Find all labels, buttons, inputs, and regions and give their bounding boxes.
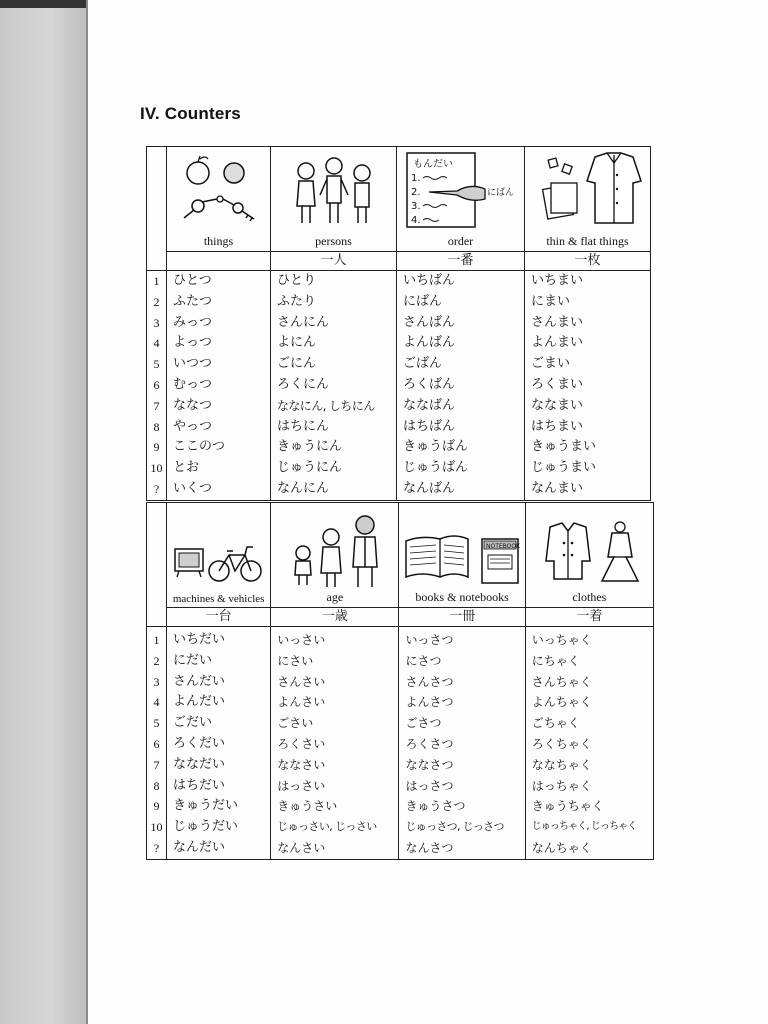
apples-and-keys-icon bbox=[174, 151, 264, 231]
cell: ななさつ bbox=[405, 757, 454, 772]
cell: きゅうばん bbox=[403, 439, 469, 455]
cell: さんさい bbox=[277, 674, 326, 689]
column-clothes bbox=[525, 627, 653, 860]
caption-persons: persons bbox=[315, 234, 352, 248]
question-list-icon bbox=[401, 151, 521, 231]
num: 9 bbox=[153, 440, 160, 455]
num: 7 bbox=[153, 757, 160, 772]
column-books bbox=[399, 627, 525, 860]
cell: さんさつ bbox=[405, 674, 454, 689]
counter-order: 一番 bbox=[397, 252, 525, 271]
cell: ごさい bbox=[277, 716, 314, 731]
cell: きゅうにん bbox=[277, 439, 343, 455]
counters-table-2 bbox=[146, 502, 654, 860]
counter-age: 一歳 bbox=[271, 608, 399, 627]
list-item-4: 4. bbox=[410, 215, 421, 226]
cell: ななだい bbox=[173, 756, 226, 772]
cell: ごさつ bbox=[405, 716, 442, 731]
header-persons bbox=[271, 147, 397, 252]
corner-cell bbox=[147, 147, 167, 271]
num: 10 bbox=[150, 461, 163, 476]
cell: ななちゃく bbox=[531, 757, 592, 772]
book-and-notebook-icon bbox=[402, 507, 522, 587]
cell: ひとり bbox=[277, 273, 317, 288]
cell: ななさい bbox=[277, 757, 326, 772]
num: 10 bbox=[150, 820, 163, 835]
cell: ななまい bbox=[531, 397, 584, 413]
column-age bbox=[271, 627, 399, 860]
caption-age: age bbox=[326, 590, 344, 604]
counter-persons: 一人 bbox=[271, 252, 397, 271]
cell: よんさつ bbox=[405, 695, 454, 710]
num: ? bbox=[153, 840, 160, 855]
cell: よっつ bbox=[173, 335, 213, 351]
caption-machines: machines & vehicles bbox=[172, 593, 265, 605]
cell: さんちゃく bbox=[531, 674, 592, 689]
num: 3 bbox=[153, 674, 160, 689]
cell: ごばん bbox=[403, 356, 443, 372]
cell: ふたつ bbox=[173, 293, 213, 309]
pointer-label: にばん bbox=[486, 188, 514, 198]
cell: ななばん bbox=[403, 397, 456, 413]
num: 5 bbox=[153, 357, 160, 372]
list-item-1: 1. bbox=[410, 173, 421, 184]
num: 8 bbox=[153, 419, 160, 434]
caption-things: things bbox=[203, 234, 234, 248]
caption-books: books & notebooks bbox=[415, 590, 509, 604]
cell: にちゃく bbox=[531, 653, 580, 668]
counters-table-1 bbox=[146, 146, 651, 501]
cell: なんにん bbox=[277, 480, 330, 496]
row-numbers bbox=[147, 627, 167, 860]
cell: はちにん bbox=[277, 418, 330, 434]
cell: よんさい bbox=[277, 695, 326, 710]
column-flat-things bbox=[525, 271, 651, 501]
cell: さんだい bbox=[173, 673, 226, 689]
cell: ななにん, しちにん bbox=[277, 398, 375, 413]
caption-flat-things: thin & flat things bbox=[546, 234, 629, 248]
cell: はっさつ bbox=[405, 778, 454, 793]
cell: むっつ bbox=[173, 376, 213, 392]
cell: いちだい bbox=[173, 632, 226, 647]
counter-flat-things: 一枚 bbox=[525, 252, 651, 271]
cell: ごちゃく bbox=[531, 716, 580, 731]
coat-and-dress-icon bbox=[534, 507, 644, 587]
num: 2 bbox=[153, 294, 160, 309]
cell: にさつ bbox=[405, 653, 442, 668]
cell: じゅっさつ, じっさつ bbox=[405, 820, 504, 834]
num: ? bbox=[153, 481, 160, 496]
cell: にさい bbox=[277, 653, 314, 668]
cell: はっちゃく bbox=[531, 778, 592, 793]
tv-and-bicycle-icon bbox=[171, 507, 267, 587]
cell: いっちゃく bbox=[531, 633, 592, 647]
cell: なんさつ bbox=[405, 840, 454, 855]
column-order bbox=[397, 271, 525, 501]
cell: にまい bbox=[531, 293, 571, 309]
counter-machines: 一台 bbox=[167, 608, 271, 627]
header-age bbox=[271, 503, 399, 608]
cell: なんさい bbox=[277, 840, 326, 855]
section-heading: IV. Counters bbox=[140, 104, 241, 123]
cell: にだい bbox=[173, 652, 213, 668]
column-machines bbox=[167, 627, 271, 860]
cell: なんちゃく bbox=[531, 840, 592, 855]
cell: はちばん bbox=[403, 418, 456, 434]
caption-clothes: clothes bbox=[572, 590, 607, 604]
cell: きゅうちゃく bbox=[531, 799, 604, 814]
cell: にばん bbox=[403, 293, 443, 309]
cell: ななつ bbox=[173, 397, 213, 413]
cell: ひとつ bbox=[173, 273, 212, 288]
cell: いっさつ bbox=[405, 633, 454, 647]
cell: なんまい bbox=[531, 480, 584, 496]
list-item-3: 3. bbox=[410, 201, 421, 212]
cell: やっつ bbox=[173, 418, 213, 434]
cell: さんまい bbox=[531, 314, 584, 330]
cell: きゅうさつ bbox=[405, 799, 466, 814]
cell: みっつ bbox=[173, 314, 213, 330]
num: 9 bbox=[153, 799, 160, 814]
cell: よんまい bbox=[531, 335, 584, 351]
num: 5 bbox=[153, 716, 160, 731]
cell: はちだい bbox=[173, 777, 226, 793]
header-things bbox=[167, 147, 271, 252]
cell: ごまい bbox=[531, 356, 571, 372]
header-machines bbox=[167, 503, 271, 608]
cell: さんばん bbox=[403, 314, 456, 330]
row-numbers bbox=[147, 271, 167, 501]
cell: よんばん bbox=[403, 335, 456, 351]
cell: さんにん bbox=[277, 314, 330, 330]
cell: なんばん bbox=[403, 480, 456, 496]
num: 3 bbox=[153, 315, 160, 330]
family-ages-icon bbox=[285, 507, 385, 589]
header-flat-things bbox=[525, 147, 651, 252]
cell: ごにん bbox=[277, 356, 317, 372]
corner-cell bbox=[147, 503, 167, 627]
cell: よんだい bbox=[173, 694, 226, 710]
header-clothes bbox=[525, 503, 653, 608]
cell: じゅうにん bbox=[277, 460, 343, 476]
cell: ふたり bbox=[277, 293, 317, 309]
cell: ろくさい bbox=[277, 736, 326, 751]
cell: なんだい bbox=[173, 839, 226, 855]
header-order bbox=[397, 147, 525, 252]
cell: じゅうばん bbox=[403, 460, 469, 476]
cell: じゅっちゃく, じっちゃく bbox=[531, 821, 637, 833]
cell: いくつ bbox=[173, 480, 213, 496]
cell: ろくだい bbox=[173, 735, 226, 751]
list-title: もんだい bbox=[412, 159, 453, 170]
cell: じゅうまい bbox=[531, 460, 597, 476]
cell: ろくちゃく bbox=[531, 736, 592, 751]
num: 4 bbox=[153, 336, 160, 351]
num: 2 bbox=[153, 653, 160, 668]
cell: ろくばん bbox=[403, 376, 456, 392]
cell: とお bbox=[173, 460, 200, 476]
cell: いっさい bbox=[277, 633, 326, 647]
cell: きゅうだい bbox=[173, 798, 239, 814]
cell: きゅうまい bbox=[531, 439, 597, 455]
cell: じゅうだい bbox=[173, 819, 239, 835]
header-books bbox=[399, 503, 525, 608]
caption-order: order bbox=[447, 234, 474, 248]
cell: ろくにん bbox=[277, 376, 330, 392]
cell: よにん bbox=[277, 335, 317, 351]
column-persons bbox=[271, 271, 397, 501]
num: 7 bbox=[153, 398, 160, 413]
three-people-icon bbox=[284, 151, 384, 231]
num: 1 bbox=[153, 633, 160, 647]
num: 4 bbox=[153, 695, 160, 710]
shirt-and-paper-icon bbox=[533, 151, 643, 231]
list-item-2: 2. bbox=[410, 187, 421, 198]
num: 6 bbox=[153, 377, 160, 392]
cell: いちまい bbox=[531, 273, 584, 288]
cell: いちばん bbox=[403, 273, 456, 288]
cell: はっさい bbox=[277, 778, 326, 793]
cell: いつつ bbox=[173, 356, 213, 372]
counter-books: 一冊 bbox=[399, 608, 525, 627]
cell: はちまい bbox=[531, 418, 584, 434]
cell: ごだい bbox=[173, 715, 213, 731]
cell: ろくさつ bbox=[405, 736, 454, 751]
notebook-label: NOTEBOOK bbox=[486, 543, 521, 550]
book-spine bbox=[0, 0, 86, 1024]
column-things bbox=[167, 271, 271, 501]
num: 8 bbox=[153, 778, 160, 793]
cell: よんちゃく bbox=[531, 695, 592, 710]
counter-clothes: 一着 bbox=[525, 608, 653, 627]
num: 1 bbox=[153, 274, 160, 288]
cell: ろくまい bbox=[531, 376, 584, 392]
cell: ここのつ bbox=[173, 439, 226, 455]
cell: きゅうさい bbox=[277, 799, 338, 814]
cell: じゅっさい, じっさい bbox=[277, 820, 377, 834]
counter-things bbox=[167, 252, 271, 271]
num: 6 bbox=[153, 736, 160, 751]
